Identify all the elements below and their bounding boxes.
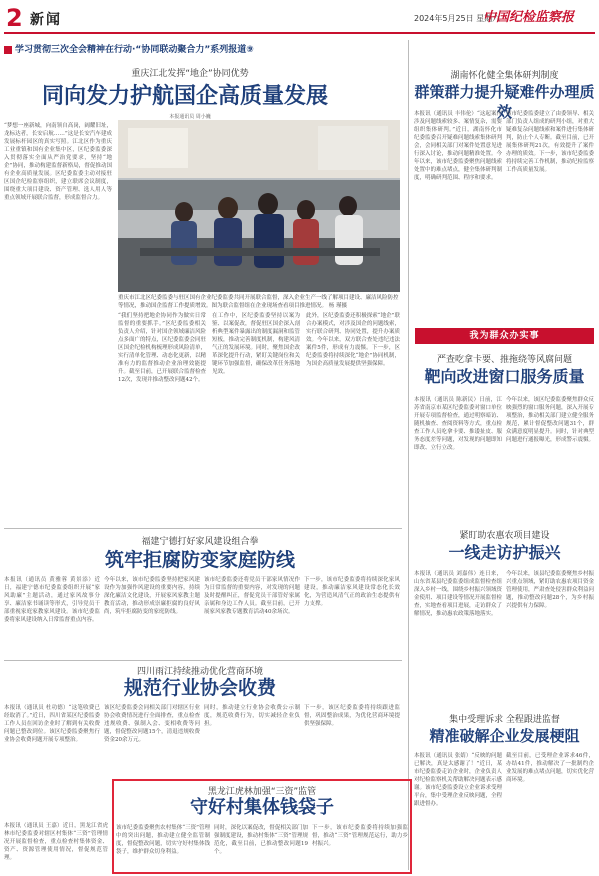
lead-byline: 本报通讯员 周小巍: [169, 114, 211, 120]
section-rule-2: [4, 660, 402, 661]
fee-column-1: 本报讯（通讯员 杜功德）“这笔收费已经取消了。”近日，四川省某区纪委监委工作人员在回访企业时了解到有关收费问题已整改到位。该区纪委监委聚焦行业协会收费问题开展专项整治。: [4, 705, 100, 743]
mid-left-column-4: 下一步，该市纪委监委将持续深化家风建设，推动廉洁家风建设常态化长效化，为营造风清气正的政治生态提供有力支撑。: [304, 577, 400, 607]
boxed-subtitle: 黑龙江虎林加强“三资”监管: [207, 787, 317, 797]
series-banner: [4, 40, 304, 60]
section-name: 新闻: [30, 12, 62, 28]
boxed-column-3: 同时，深化以案促改，督促相关部门加强制度建设，推动村集体“三资”管理规范化，截至目前，已推动整改问题19个。: [214, 825, 308, 855]
right-top-title: 群策群力提升疑难件办理质效: [414, 83, 595, 121]
photo-illustration: [118, 120, 400, 292]
lead-column-3: 在工作中，区纪委监委坚持以案为鉴、以案促改，督促驻区国企深入剖析典型案件暴露出的制度漏洞和监管短板，推动完善制度机制，构建风清气正的发展环境。同时，聚焦国企改革深化提升行动，紧盯关键岗位和关键环节加强监督，确保改革任务落地见效。: [212, 313, 300, 375]
column-divider: [408, 40, 409, 870]
boxed-column-4: 下一步，该市纪委监委将持续加强监督，推动“三资”管理规范运行，助力乡村振兴。: [312, 825, 408, 847]
series-marker-icon: [4, 46, 12, 54]
mid-left-column-3: 该市纪委监委还将党员干部家风情况作为日常监督的重要内容，对发现的问题及时提醒纠正，督促党员干部管好家属亲属和身边工作人员。截至目前，已开展家风家教专题教育活动40余场次。: [204, 577, 300, 615]
photo-caption: 重庆市江北区纪委监委与驻区国有企业纪委监委共同开展联合监督，深入企业生产一线了解项目建设、廉洁风险防控等情况，推动国企监督工作提质增效。图为联合监督组在企业现场查看项目推进情况。 杨 瑾摄: [118, 295, 399, 309]
right-mid-title: 靶向改进窗口服务质量: [424, 367, 585, 386]
fee-column-4: 下一步，该区纪委监委将持续跟进监督，巩固整治成果，为优化营商环境提供坚强保障。: [304, 705, 400, 727]
lead-column-2: “我们坚持把地企协同作为做实日常监督的重要抓手。”区纪委监委相关负责人介绍，针对国企领域廉洁风险点多面广的特点，区纪委监委会同驻区国企纪检机构梳理形成风险清单，实行清单化管理、动态化更新，以精准有力的监督推动企业治理效能提升。截至目前，已开展联合监督检查12次，发现并推动整改问题42个。: [118, 313, 206, 383]
right-mid-subtitle: 严查吃拿卡要、推拖绕等风腐问题: [436, 355, 572, 365]
mid-left-subtitle: 福建宁德打好家风建设组合拳: [141, 537, 259, 547]
mid-left-column-2: 今年以来，该市纪委监委坚持把家风建设作为加强作风建设的重要内容，持续深化廉洁文化建设，开展家风家教主题教育活动，推动形成崇廉拒腐的良好风尚，筑牢拒腐防变的家庭防线。: [104, 577, 200, 615]
right-mid-column-1: 本报讯（通讯员 陈新民）日前，江苏省南京市某区纪委监委对窗口单位开展专项监督检查，通过明察暗访、随机抽查、查阅资料等方式，重点检查工作人员吃拿卡要、推诿扯皮、服务态度差等问题，对发现的问题即知即改、立行立改。: [414, 397, 502, 451]
lead-subtitle: 重庆江北发挥“地企”协同优势: [131, 69, 249, 79]
mid-left-column-1: 本报讯（通讯员 黄雅蓉 黄景添）近日，福建宁德市纪委监委组织开展“家风助廉”主题活动，通过家风故事分享、廉洁家书诵读等形式，引导党员干部重视家庭家教家风建设。该市纪委监委将家风建设纳入日常监督重点内容。: [4, 577, 100, 623]
section-banner: 我为群众办实事: [415, 328, 594, 344]
fee-column-3: 同时，推动建立行业协会收费公示制度，规范收费行为，切实减轻企业负担。: [204, 705, 300, 727]
masthead-logo: 中国纪检监察报: [483, 10, 575, 25]
right-bottom-column-2: 截至目前，已受理企业诉求46件，办结41件，推动解决了一批制约企业发展的难点堵点问题，切实优化营商环境。: [506, 753, 594, 783]
fee-title: 规范行业协会收费: [123, 677, 276, 699]
fee-column-2: 该区纪委监委会同相关部门对辖区行业协会收费情况进行全面排查，重点检查违规收费、强制入会、变相收费等问题，督促整改问题15个，清退违规收费资金20余万元。: [104, 705, 200, 743]
right-bottom-column-1: 本报讯（通讯员 张婧）“反映的问题已解决，真是太感谢了！”近日，某市纪委监委走访企业时，企业负责人对纪检监察机关帮助解决问题表示感谢。该市纪委监委设立企业诉求受理平台，集中受理企业反映问题，全程跟进督办。: [414, 753, 502, 807]
issue-date: 2024年5月25日 星期六: [414, 14, 501, 23]
boxed-column-1: 本报讯（通讯员 王嘉）近日，黑龙江省虎林市纪委监委对辖区村集体“三资”管理情况开展监督检查，重点检查村集体资金、资产、资源管理使用情况，督促规范管理。: [4, 823, 108, 861]
header-rule: [4, 32, 595, 34]
right-low-column-1: 本报讯（通讯员 刘嘉伟）连日来，山东省某县纪委监委组成监督检查组深入乡村一线，围绕乡村振兴领域资金使用、项目建设等情况开展监督检查，实地查看项目进展，走访群众了解情况，推动惠农政策落地落实。: [414, 571, 502, 617]
boxed-title: 守好村集体钱袋子: [190, 797, 334, 818]
lead-title: 同向发力护航国企高质量发展: [41, 84, 328, 109]
right-low-column-2: 今年以来，该县纪委监委聚焦乡村振兴重点领域，紧盯助农惠农项目资金管理使用，严肃查处侵害群众利益问题，推动整改问题28个，为乡村振兴提供有力保障。: [506, 571, 594, 609]
mid-left-title: 筑牢拒腐防变家庭防线: [104, 549, 295, 571]
lead-column-1: “梦想一座新城，向南领自高岗，阔耀旧址，龙标达者，长安启航……”这是长安汽车建成发展标杆园区的真实写照。江北区作为重庆工业重镇和国有企业集中区，区纪委监委深入贯彻落实全面从严治党要求，坚持“地企”协同，推动构建监督新格局，督促推动国有企业高质量发展。区纪委监委主动对接驻区国企纪检监察组织，建立联席会议制度，围绕重大项目建设、资产管理、选人用人等重点领域开展联合监督，形成监督合力。: [4, 123, 112, 201]
right-low-title: 一线走访护振兴: [448, 543, 561, 562]
page-number: 2: [6, 4, 23, 32]
right-low-subtitle: 紧盯助农惠农项目建设: [459, 531, 550, 541]
series-text: 学习贯彻三次全会精神在行动·“协同联动聚合力”系列报道⑨: [15, 45, 254, 55]
right-mid-column-2: 今年以来，该区纪委监委聚焦群众反映强烈的窗口服务问题，深入开展专项整治，推动相关部门建立健全服务规范，累计督促整改问题31个，群众满意度明显提升。同时，针对典型问题进行通报曝光，形成警示震慑。: [506, 397, 594, 443]
lead-column-4: 此外，区纪委监委还积极探索“地企”联合办案模式，对涉及国企的问题线索，实行联合研判、协同处置，提升办案质效。今年以来，双方联合查处违纪违法案件5件，形成有力震慑。下一步，区纪委监委将持续深化“地企”协同机制，为国企高质量发展提供坚强保障。: [306, 313, 400, 367]
right-bottom-title: 精准破解企业发展梗阻: [429, 727, 580, 745]
right-top-column-2: 该市纪委监委建立了由委领导、相关部门负责人组成的研判小组，对重大疑难复杂问题线索和案件进行集体研判，防止个人专断。截至目前，已开展集体研判21次，有效提升了案件办理的质效。下一步，该市纪委监委将持续完善工作机制，推动纪检监察工作高质量发展。: [506, 111, 594, 173]
right-top-subtitle: 湖南怀化健全集体研判制度: [450, 71, 559, 81]
right-top-column-1: 本报讯（通讯员 丰伟伦）“这起案件涉及问题线索较多、案情复杂，需要组织集体研判。”近日，湖南怀化市纪委监委召开疑难问题线索集体研判会，会同相关部门对案件处置意见进行深入讨论，推动问题精准处置。今年以来，该市纪委监委聚焦问题线索处置中的难点堵点，健全集体研判制度，明确研判范围、程序和要求。: [414, 111, 502, 181]
fee-subtitle: 四川雨江持续推动优化营商环境: [136, 667, 263, 677]
boxed-column-2: 该市纪委监委聚焦农村集体“三资”管理中的突出问题，推动建立健全监管制度，督促整改问题，切实守好村集体钱袋子，维护群众切身利益。: [116, 825, 210, 855]
right-bottom-subtitle: 集中受理诉求 全程跟进监督: [449, 715, 560, 725]
section-rule: [4, 528, 402, 529]
news-photo: [118, 120, 400, 292]
